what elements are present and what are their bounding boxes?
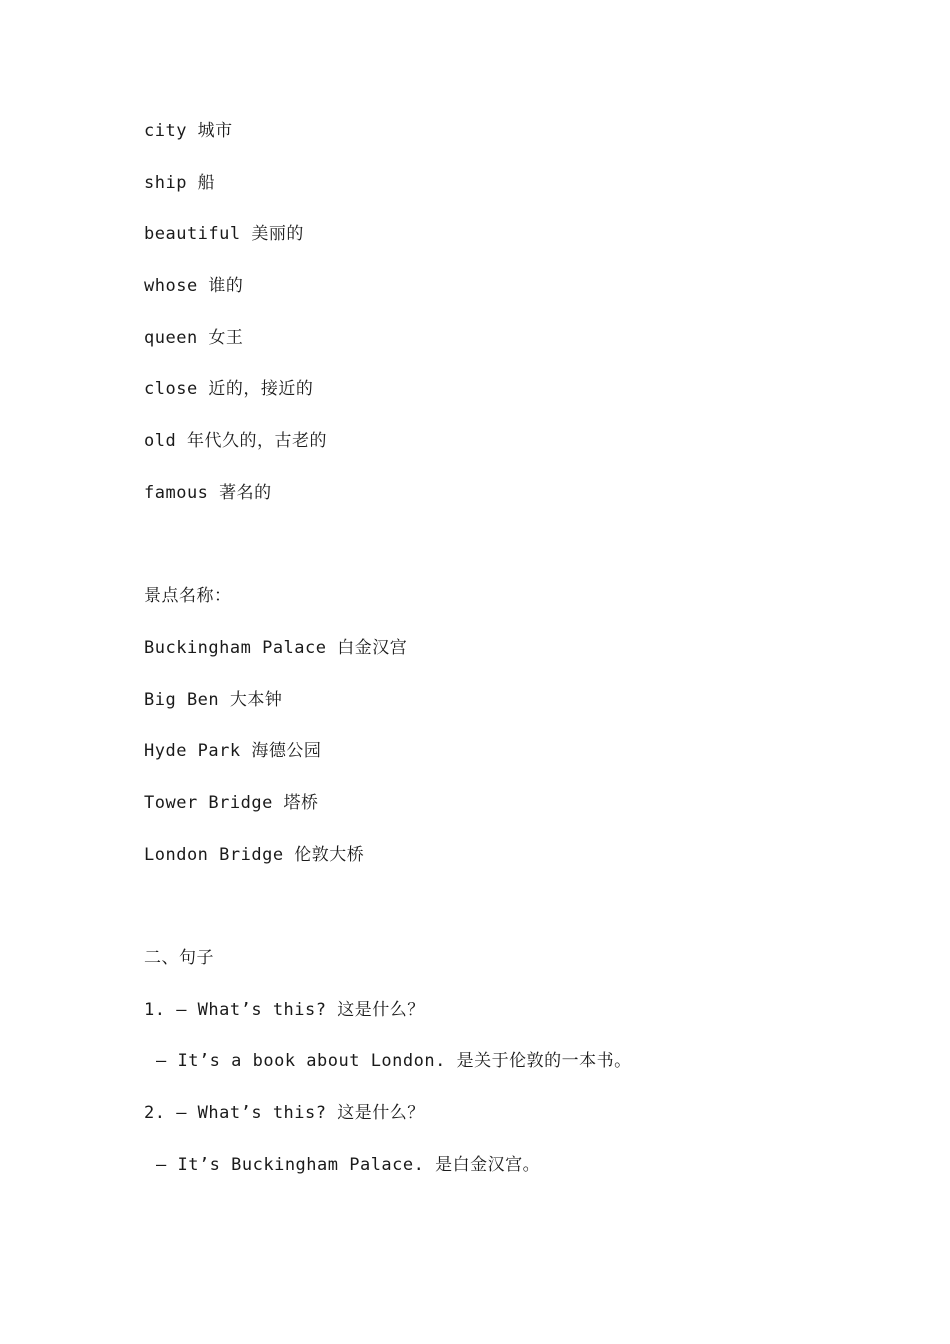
sentences-heading: 二、句子 xyxy=(144,948,214,968)
sentence-answer: — It’s Buckingham Palace. 是白金汉宫。 xyxy=(156,1155,541,1175)
sentence-answer: — It’s a book about London. 是关于伦敦的一本书。 xyxy=(156,1051,632,1071)
sentence-question: 1. — What’s this? 这是什么？ xyxy=(144,1000,425,1020)
places-heading: 景点名称： xyxy=(144,586,232,606)
vocab-item: old 年代久的，古老的 xyxy=(144,431,327,451)
vocab-item: ship 船 xyxy=(144,173,216,193)
vocab-item: beautiful 美丽的 xyxy=(144,224,304,244)
sentence-question: 2. — What’s this? 这是什么？ xyxy=(144,1103,425,1123)
place-item: Hyde Park 海德公园 xyxy=(144,741,322,761)
place-item: Big Ben 大本钟 xyxy=(144,690,283,710)
vocab-item: close 近的，接近的 xyxy=(144,379,314,399)
vocab-item: queen 女王 xyxy=(144,328,244,348)
place-item: London Bridge 伦敦大桥 xyxy=(144,845,365,865)
place-item: Tower Bridge 塔桥 xyxy=(144,793,319,813)
vocab-item: whose 谁的 xyxy=(144,276,244,296)
vocab-item: famous 著名的 xyxy=(144,483,272,503)
vocab-item: city 城市 xyxy=(144,121,233,141)
place-item: Buckingham Palace 白金汉宫 xyxy=(144,638,408,658)
